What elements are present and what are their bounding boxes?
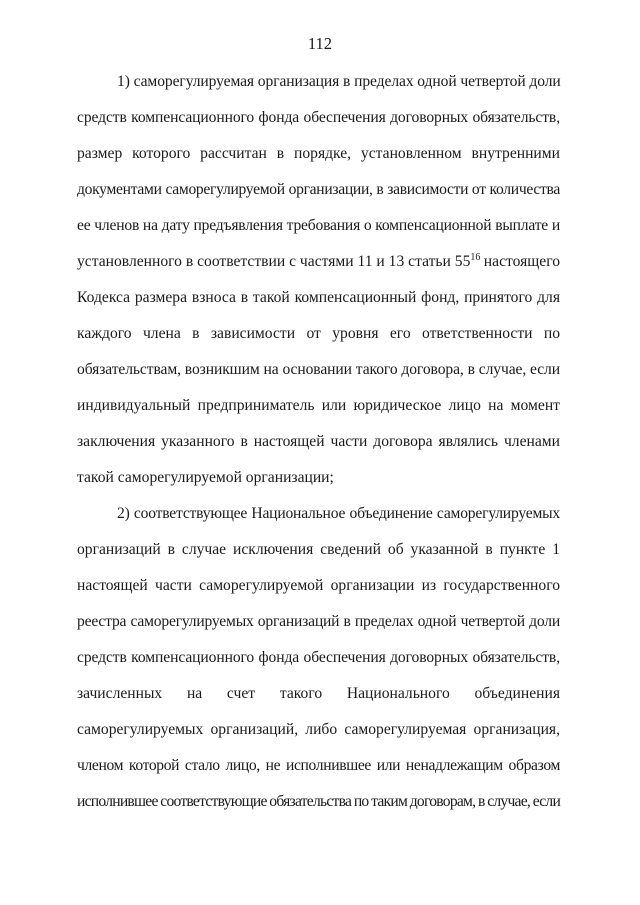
paragraph-1-line-6: [77, 252, 560, 274]
paragraph-1-line-3: размер которого рассчитан в порядке, установленном внутренними: [77, 145, 560, 162]
paragraph-1-line-1: 1) саморегулируемая организация в пределах одной четвертой доли: [117, 73, 561, 90]
paragraph-1-line-9: обязательствам, возникшим на основании такого договора, в случае, если: [77, 361, 560, 378]
paragraph-2-line-7: саморегулируемых организаций, либо саморегулируемая организация,: [77, 721, 560, 738]
paragraph-1-line-12: такой саморегулируемой организации;: [77, 469, 334, 486]
paragraph-2-line-1: 2) соответствующее Национальное объединение саморегулируемых: [117, 505, 560, 522]
paragraph-1-line-7: Кодекса размера взноса в такой компенсационный фонд, принятого для: [77, 289, 560, 306]
paragraph-1-line-6-tail: настоящего: [483, 253, 560, 270]
paragraph-1-line-6-text: [77, 252, 480, 274]
paragraph-2-line-6: зачисленных на счет такого Национального объединения: [77, 685, 560, 702]
paragraph-2-line-9: исполнившее соответствующие обязательства по таким договорам, в случае, если: [77, 793, 561, 810]
paragraph-1-line-6-main: установленного в соответствии с частями 11 и 13 статьи 55: [77, 253, 471, 270]
paragraph-1-line-4: документами саморегулируемой организации, в зависимости от количества: [77, 181, 560, 198]
paragraph-2-line-2: организаций в случае исключения сведений об указанной в пункте 1: [77, 541, 560, 558]
paragraph-1-line-5: ее членов на дату предъявления требования о компенсационной выплате и: [77, 217, 560, 234]
paragraph-2-line-8: членом которой стало лицо, не исполнившее или ненадлежащим образом: [77, 757, 560, 774]
paragraph-2-line-3: настоящей части саморегулируемой организации из государственного: [77, 577, 560, 594]
paragraph-1-line-10: индивидуальный предприниматель или юридическое лицо на момент: [77, 397, 560, 414]
paragraph-2-line-4: реестра саморегулируемых организаций в пределах одной четвертой доли: [77, 613, 560, 630]
page-number: 112: [307, 34, 333, 53]
article-superscript: 16: [470, 252, 481, 263]
paragraph-1-line-2: средств компенсационного фонда обеспечения договорных обязательств,: [77, 109, 560, 126]
paragraph-1-line-11: заключения указанного в настоящей части договора являлись членами: [77, 433, 560, 450]
paragraph-1-line-8: каждого члена в зависимости от уровня его ответственности по: [77, 325, 560, 342]
paragraph-2-line-5: средств компенсационного фонда обеспечения договорных обязательств,: [77, 649, 560, 666]
